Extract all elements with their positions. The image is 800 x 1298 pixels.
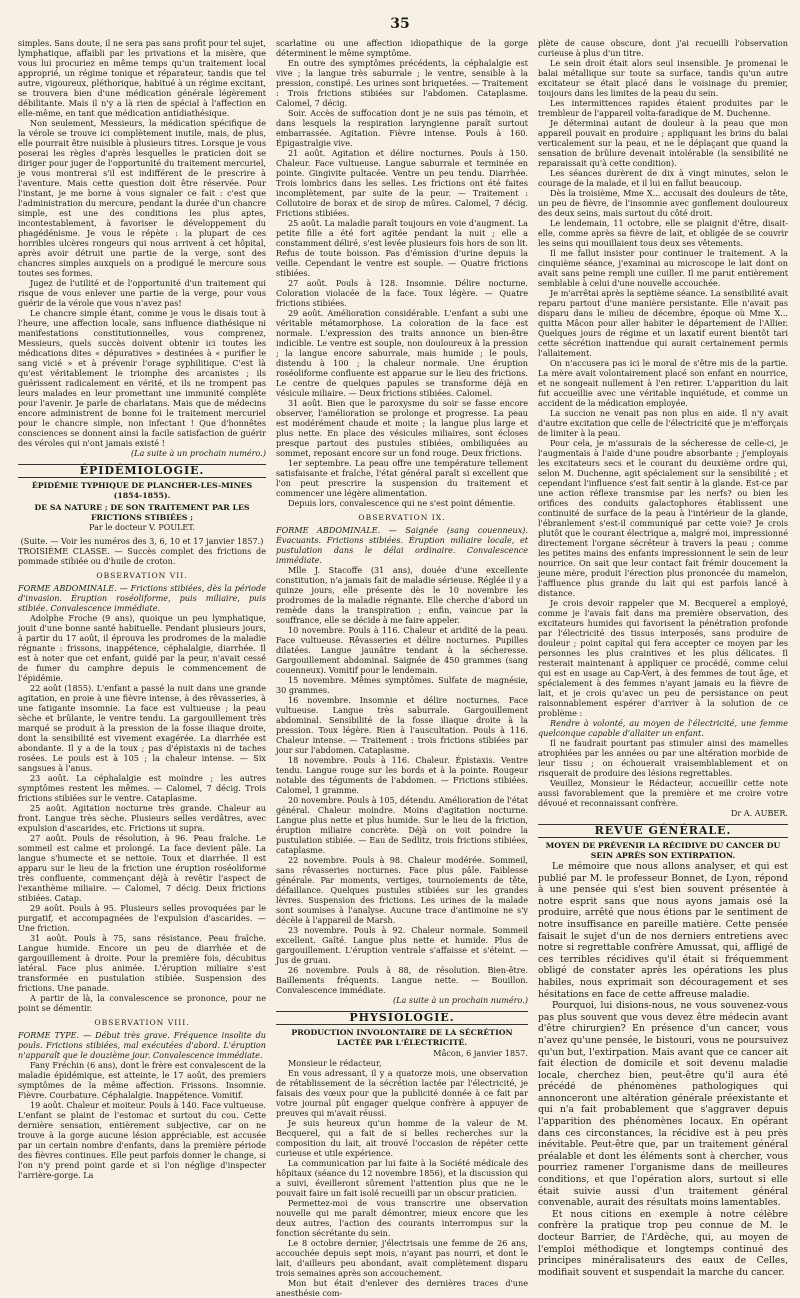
paragraph: 29 août. Pouls à 95. Plusieurs selles provoquées par le purgatif, et accompagnées de l'expulsion d'ascarides. — Une friction.: [18, 903, 266, 933]
paragraph: 23 novembre. Pouls à 92. Chaleur normale. Sommeil excellent. Gaîté. Langue plus nette et humide. Plus de gargouillement. L'éruption ventrale s'affaisse et s'éteint. — Jus de gruau.: [276, 925, 528, 965]
paragraph: La succion ne venait pas non plus en aide. Il n'y avait d'autre excitation que celle de l'électricité que je m'efforçais de limiter à la peau.: [538, 408, 788, 438]
paragraph: 18 novembre. Pouls à 116. Chaleur. Épistaxis. Ventre tendu. Langue rouge sur les bords et à la pointe. Rougeur notable des téguments de l'abdomen. — Frictions stibiées. Calomel, 1 gramme.: [276, 755, 528, 795]
paragraph: 15 novembre. Mêmes symptômes. Sulfate de magnésie, 30 grammes.: [276, 675, 528, 695]
article-title: MOYEN DE PRÉVENIR LA RÉCIDIVE DU CANCER DU SEIN APRÈS SON EXTIRPATION.: [545, 841, 781, 860]
paragraph: 26 novembre. Pouls à 88, de résolution. Bien-être. Baillements fréquents. Langue nette. — Bouillon. Convalescence immédiate.: [276, 965, 528, 995]
letter-signature: Dr A. AUBER.: [730, 808, 788, 818]
section-heading-physiologie: PHYSIOLOGIE.: [276, 1011, 528, 1025]
article-subtitle: DE SA NATURE ; DE SON TRAITEMENT PAR LES FRICTIONS STIBIÉES ;: [34, 503, 250, 522]
article-title: ÉPIDÉMIE TYPHIQUE DE PLANCHER-LES-MINES (1854-1855).: [31, 481, 253, 500]
observation-title: OBSERVATION VII.: [96, 571, 188, 580]
paragraph: 19 août. Chaleur et moiteur. Pouls à 140. Face vultueuse. L'enfant se plaint de l'estomac et surtout du cou. Cette dernière sensation, entièrement subjective, car on ne trouve à la gorge aucune lésion appréciable, est accusée par un certain nombre d'enfants, dans la première période des fièvres continues. Elle peut parfois donner le change, si l'on n'y prend point garde et si l'on néglige d'inspecter l'arrière-gorge. La: [18, 1100, 266, 1180]
paragraph: 22 novembre. Pouls à 98. Chaleur modérée. Sommeil, sans rêvasseries nocturnes. Face plus pâle. Faiblesse générale. Par moments, vertiges, tournoiements de tête, défaillance. Quelques pustules stibiées sur les grandes lèvres. Suspension des frictions. Les urines de la malade sont soumises à l'analyse. Aucune trace d'antimoine ne s'y décèle à l'appareil de Marsh.: [276, 855, 528, 925]
letter-dateline: Mâcon, 6 janvier 1857.: [433, 1048, 528, 1058]
paragraph: Le lendemain, 11 octobre, elle se plaignit d'être, disait-elle, comme après sa fièvre de lait, et obligée de se couvrir les seins qui mouillaient tous deux ses vêtements.: [538, 218, 788, 248]
observation-intro: FORME ABDOMINALE. — Saignée (sang couenneux). Évacuants. Frictions stibiées. Éruption miliaire locale, et pustulation dans le délai ordinaire. Convalescence immédiate.: [276, 525, 528, 565]
paragraph: Je suis heureux qu'un homme de la valeur de M. Becquerel, qui a fait de si belles recherches sur la composition du lait, ait trouvé l'occasion de répéter cette curieuse et utile expérience.: [276, 1118, 528, 1158]
paragraph: 22 août (1855). L'enfant a passé la nuit dans une grande agitation, en proie à une fièvre intense, à des rêvasseries, à une fatigante insomnie. La face est vultueuse ; la peau sèche et brûlante, le ventre tendu. La gargouillement très marqué se produit à la pression de la fosse iliaque droite, dont la sensibilité est vivement exagérée. La diarrhée est abondante. Il y a de la toux ; pas d'épistaxis ni de taches rosées. Le pouls est à 105 ; la chaleur intense. — Six sangsues à l'anus.: [18, 683, 266, 773]
paragraph: Mon but était d'enlever des dernières traces d'une anesthésie com-: [276, 1278, 528, 1298]
continuation-note: (La suite à un prochain numéro.): [131, 448, 266, 458]
observation-title: OBSERVATION VIII.: [94, 1018, 190, 1027]
paragraph: 29 août. Amélioration considérable. L'enfant a subi une véritable métamorphose. La coloration de la face est normale. L'expression des traits annonce un bien-être indicible. Le ventre est souple, non douloureux à la pression ; la langue encore saburrale, mais humide ; le pouls, distendu à 100 ; la chaleur normale. Une éruption roséoliforme confluente est apparue sur le lieu des frictions. Le centre de quelques papules se transforme déjà en vésicule miliaire. — Deux frictions stibiées. Calomel.: [276, 308, 528, 398]
column-2: [276, 38, 528, 1298]
paragraph: On n'accusera pas ici le moral de s'être mis de la partie. La mère avait volontairement placé son enfant en nourrice, et ne songeait nullement à l'en retirer. L'apparition du lait fut accueillie avec une véritable inquiétude, et comme un accident de la médication employée.: [538, 358, 788, 408]
continuation-note: (La suite à un prochain numéro.): [393, 995, 528, 1005]
letter-salutation: Monsieur le rédacteur,: [288, 1058, 382, 1068]
paragraph: En outre des symptômes précédents, la céphalalgie est vive ; la langue très saburrale ; le ventre, sensible à la pression, constipé. Les urines sont briquetées. — Traitement : Trois frictions stibiées sur l'abdomen. Cataplasme. Calomel, 7 décig.: [276, 58, 528, 108]
paragraph: scarlatine ou une affection idiopathique de la gorge déterminent le même symptôme.: [276, 38, 528, 58]
paragraph: 31 août. Pouls à 75, sans résistance. Peau fraîche. Langue humide. Encore un peu de diarrhée et de gargouillement à droite. Pour la première fois, décubitus latéral. Face plus animée. L'éruption miliaire s'est transformée en pustulation stibiée. Suspension des frictions. Une panade.: [18, 933, 266, 993]
paragraph: Depuis lors, convalescence qui ne s'est point démentie.: [288, 498, 516, 508]
paragraph: Mlle J. Stacoffe (31 ans), douée d'une excellente constitution, n'a jamais fait de maladie sérieuse. Réglée il y a quinze jours, elle présente dès le 10 novembre les prodromes de la maladie régnante. Elle cherche d'abord un remède dans la transpiration ; enfin, vaincue par la souffrance, elle se décide à me faire appeler.: [276, 565, 528, 625]
observation-intro: FORME ABDOMINALE. — Frictions stibiées, dès la période d'invasion. Éruption roséoliforme, puis miliaire, puis stibiée. Convalescence immédiate.: [18, 583, 266, 613]
observation-intro: FORME TYPE. — Début très grave. Fréquence insolite du pouls. Frictions stibiées, mal exécutées d'abord. L'éruption n'apparaît que le douzième jour. Convalescence immédiate.: [18, 1030, 266, 1060]
paragraph: Les séances durèrent de dix à vingt minutes, selon le courage de la malade, et il lui en fallut beaucoup.: [538, 168, 788, 188]
paragraph: 20 novembre. Pouls à 105, détendu. Amélioration de l'état général. Chaleur moindre. Moins d'agitation nocturne. Langue plus nette et plus humide. Sur le lieu de la friction, éruption miliaire concrète. Déjà on voit poindre la pustulation stibiée. — Eau de Sedlitz, trois frictions stibiées, cataplasme.: [276, 795, 528, 855]
section-heading-epidemiologie: ÉPIDÉMIOLOGIE.: [18, 464, 266, 478]
paragraph: Adolphe Froche (9 ans), quoique un peu lymphatique, jouit d'une bonne santé habituelle. Pendant plusieurs jours, à partir du 17 août, il éprouva les prodromes de la maladie régnante : frissons, inappétence, céphalalgie, diarrhée. Il est à noter que cet enfant, guidé par la peur, n'avait cessé de fumer du camphre depuis le commencement de l'épidémie.: [18, 613, 266, 683]
paragraph: Pourquoi, lui disions-nous, ne vous souvenez-vous pas plus souvent que vous devez être médecin avant d'être chirurgien? En présence d'un cancer, vous n'avez qu'une pensée, le bistouri, vous ne poursuivez qu'un but, l'extirpation. Mais avant que ce cancer ait fait élection de domicile et soit devenu maladie locale, cherchez bien, peut-être qu'il aura été précédé de phénomènes pathologiques qui annonceront une altération générale préexistante et qui n'a fait probablement que s'aggraver depuis l'apparition des phénomènes locaux. En opérant dans ces circonstances, la récidive est à peu près inévitable. Peut-être que, par un traitement général préalable et dont les éléments sont à chercher, vous pourriez ramener l'organisme dans de meilleures conditions, et que l'opération alors, surtout si elle était suivie aussi d'un traitement général convenable, aurait des résultats moins lamentables.: [538, 1000, 788, 1209]
column-3: [538, 38, 789, 1278]
paragraph: Pour cela, je m'assurais de la sécheresse de celle-ci, je l'augmentais à l'aide d'une poudre absorbante ; j'employais les excitateurs secs et le courant du deuxième ordre qui, selon M. Duchenne, agit spécialement sur la sensibilité ; et cependant l'influence s'est fait sentir à la glande. Est-ce par une action réflexe transmise par les nerfs? ou bien les orifices des conduits galactophores établissent une continuité de surface de la peau à l'intérieur de la glande, l'ébranlement s'est-il communiqué par cette voie? Je crois plutôt que le courant électrique a, malgré moi, impressionné directement l'organe sécréteur à travers la peau ; comme les petites mains des enfants impressionnent le sein de leur nourrice. On sait que leur contact fait frémir doucement la jeune mère, produit l'érection plus prononcée du mamelon, l'affluence plus grande du lait qui est parfois lancé à distance.: [538, 438, 789, 598]
paragraph: Je crois devoir rappeler que M. Becquerel a employé, comme je l'avais fait dans ma première observation, des excitateurs humides qui favorisent la pénétration profonde par l'électricité des tissus interposés, sans produire de douleur ; point capital qui fera accepter ce moyen par les personnes les plus craintives et les plus délicates. Il resterait maintenant à appliquer ce procédé, comme celui qui est en usage au Cap-Vert, à des femmes de tout âge, et spécialement à des femmes n'ayant jamais eu la fièvre de lait, et je crois qu'avec un peu de persistance on peut raisonnablement espérer d'arriver à la solution de ce problème :: [538, 598, 788, 718]
paragraph: Non seulement, Messieurs, la médication spécifique de la vérole se trouve ici complètement inutile, mais, de plus, elle pourrait être nuisible à plusieurs titres. Lorsque je vous poserai les règles d'après lesquelles le praticien doit se diriger pour juger de l'opportunité du traitement mercuriel, je vous montrerai s'il est indifférent de le prescrire à l'aventure. Mais cette question doit être réservée. Pour l'instant, je me borne à vous signaler ce fait : c'est que l'administration du mercure, pendant la durée d'un chancre simple, est une des conditions les plus aptes, incontestablement, à favoriser le développement du phagédénisme. Je vous le répète : la plupart de ces horribles ulcères rongeurs qui nous arrivent à cet hôpital, après avoir détruit une partie de la verge, sont des chancres simples auxquels on a prodigué le mercure sous toutes ses formes.: [18, 118, 266, 278]
paragraph: Rendre à volonté, au moyen de l'électricité, une femme quelconque capable d'allaiter un enfant.: [538, 718, 788, 738]
paragraph: Je m'arrêtai après la septième séance. La sensibilité avait reparu partout d'une manière persistante. Elle n'avait pas disparu dans le milieu de décembre, époque où Mme X... quitta Mâcon pour aller habiter le département de l'Allier. Quelques jours de régime et un laxatif eurent bientôt tari cette sécrétion inattendue qui aurait certainement permis l'allaitement.: [538, 288, 788, 358]
paragraph: Dès la troisième, Mme X... accusait des douleurs de tête, un peu de fièvre, de l'insomnie avec gonflement douloureux des deux seins, mais surtout du côté droit.: [538, 188, 788, 218]
paragraph: Jugez de l'utilité et de l'opportunité d'un traitement qui risque de vous enlever une partie de la verge, pour vous guérir de la vérole que vous n'avez pas!: [18, 278, 266, 308]
paragraph: Fany Fréchin (6 ans), dont le frère est convalescent de la maladie épidémique, est atteinte, le 17 août, des premiers symptômes de la même affection. Frissons. Insomnie. Fièvre. Courbature. Céphalalgie. Inappétence. Vomitif.: [18, 1060, 266, 1100]
article-byline: Par le docteur V. POULET.: [89, 523, 195, 532]
page-number: 35: [390, 16, 410, 32]
section-heading-revue-generale: REVUE GÉNÉRALE.: [538, 824, 788, 838]
paragraph: 23 août. La céphalalgie est moindre ; les autres symptômes restent les mêmes. — Calomel, 7 décig. Trois frictions stibiées sur le ventre. Cataplasme.: [18, 773, 266, 803]
paragraph: Permettez-moi de vous transcrire une observation nouvelle qui me paraît démontrer, mieux encore que les deux autres, l'action des courants interrompus sur la fonction sécrétante du sein.: [276, 1198, 528, 1238]
paragraph: simples. Sans doute, il ne sera pas sans profit pour tel sujet, lymphatique, affaibli par les privations et la misère, que vous lui procuriez en même temps qu'un traitement local approprié, un régime tonique et réparateur, tandis que tel autre, vigoureux, pléthorique, habitué à un régime excitant, se trouvera bien d'une médication générale légèrement débilitante. Mais il n'y a là rien de spécial à l'affection en elle-même, en tant que médication antidiathésique.: [18, 38, 266, 118]
paragraph: 1er septembre. La peau offre une température tellement satisfaisante et fraîche, l'état général paraît si excellent que l'on peut prescrire la suspension du traitement et commencer une légère alimentation.: [276, 458, 528, 498]
paragraph: Les intermittences rapides étaient produites par le trembleur de l'appareil volta-faradique de M. Duchenne.: [538, 98, 788, 118]
paragraph: 16 novembre. Insomnie et délire nocturnes. Face vultueuse. Langue très saburrale. Gargouillement abdominal. Sensibilité de la fosse iliaque droite à la pression. Toux légère. Rien à l'auscultation. Pouls à 116. Chaleur intense. — Traitement : trois frictions stibiées par jour sur l'abdomen. Cataplasme.: [276, 695, 528, 755]
paragraph: Veuillez, Monsieur le Rédacteur, accueillir cette note aussi favorablement que la première et me croire votre dévoué et reconnaissant confrère.: [538, 778, 788, 808]
revue-body: [538, 861, 788, 1278]
paragraph: La communication par lui faite à la Société médicale des hôpitaux (séance du 12 novembre 1856), et la discussion qui a suivi, éveilleront sûrement l'attention plus que ne le pouvait faire un fait isolé recueilli par un obscur praticien.: [276, 1158, 528, 1198]
paragraph: 27 août. Pouls à 128. Insomnie. Délire nocturne. Coloration violacée de la face. Toux légère. — Quatre frictions stibiées.: [276, 278, 528, 308]
article-suite-note: (Suite. — Voir les numéros des 3, 6, 10 et 17 janvier 1857.): [20, 536, 264, 546]
paragraph: Le sein droit était alors seul insensible. Je promenai le balai métallique sur toute sa surface, tandis qu'un autre excitateur se était placé dans le voisinage du premier, toujours dans les limites de la peau du sein.: [538, 58, 788, 98]
paragraph: Le mémoire que nous allons analyser, et qui est publié par M. le professeur Bonnet, de Lyon, répond à une pensée qui s'est bien souvent présentée à notre esprit sans que nous ayons jamais osé la produire, arrêté que nous étions par le sentiment de notre insuffisance en pareille matière. Cette pensée faisait le sujet d'un de nos derniers entretiens avec notre si regrettable confrère Amussat, qui, affligé de ces terribles récidives qu'il était si fréquemment obligé de constater après les opérations les plus habiles, nous exprimait son découragement et ses hésitations en face de cette affreuse maladie.: [538, 861, 788, 1000]
paragraph: 25 août. Agitation nocturne très grande. Chaleur au front. Langue très sèche. Plusieurs selles verdâtres, avec expulsion d'ascarides, etc. Frictions ut supra.: [18, 803, 266, 833]
paragraph: En vous adressant, il y a quatorze mois, une observation de rétablissement de la sécrétion lactée par l'électricité, je faisais des vœux pour que la publicité donnée à ce fait par votre journal pût engager quelque confrère à appuyer de preuves qui m'avait réussi.: [276, 1068, 528, 1118]
article-title: PRODUCTION INVOLONTAIRE DE LA SÉCRÉTION LACTÉE PAR L'ÉLECTRICITÉ.: [291, 1028, 513, 1047]
paragraph: Il me fallut insister pour continuer le traitement. A la cinquième séance, j'examinai au microscope le lait dont on avait sans peine rempli une cuiller. Il me parut entièrement semblable à celui d'une nouvelle accouchée.: [538, 248, 788, 288]
paragraph: plète de cause obscure, dont j'ai recueilli l'observation curieuse à plus d'un titre.: [538, 38, 788, 58]
paragraph: Le 8 octobre dernier, j'électrisais une femme de 26 ans, accouchée depuis sept mois, n'ayant pas nourri, et dont le lait, d'ailleurs peu abondant, avait complètement disparu trois semaines après son accouchement.: [276, 1238, 528, 1278]
paragraph: Il ne faudrait pourtant pas stimuler ainsi des mamelles atrophiées par les années ou par une altération morbide de leur tissu ; on échouerait vraisemblablement et on risquerait de produire des lésions regrettables.: [538, 738, 788, 778]
paragraph: A partir de là, la convalescence se prononce, pour ne point se démentir.: [18, 993, 266, 1013]
paragraph: Et nous citions en exemple à notre célèbre confrère la pratique trop peu connue de M. le docteur Barrier, de l'Ardèche, qui, au moyen de l'emploi méthodique et longtemps continué des principes minéralisateurs des eaux de Celles, modifiait souvent et suspendait la marche du cancer.: [538, 1208, 788, 1278]
class-heading: TROISIÈME CLASSE. — Succès complet des frictions de pommade stibiée ou d'huile de croton.: [18, 546, 266, 566]
column-1: [18, 38, 266, 1180]
paragraph: 27 août. Pouls de résolution, à 96. Peau fraîche. Le sommeil est calme et prolongé. La face devient pâle. La langue s'humecte et se nettoie. Toux et diarrhée. Il est apparu sur le lieu de la friction une éruption roséoliforme très confluente, commençant déjà à revêtir l'aspect de l'exanthème miliaire. — Calomel, 7 décig. Deux frictions stibiées. Catap.: [18, 833, 266, 903]
paragraph: 31 août. Bien que le paroxysme du soir se fasse encore observer, l'amélioration se prolonge et progresse. La peau est modérément chaude et moite ; la langue plus large et plus nette. En place des vésicules miliaires, sont écloses presque partout des pustules stibiées, ombiliquées au sommet, reposant encore sur un fond rouge. Deux frictions.: [276, 398, 528, 458]
paragraph: 10 novembre. Pouls à 116. Chaleur et aridité de la peau. Face vultueuse. Rêvasseries et délire nocturnes. Pupilles dilatées. Langue jaunâtre tendant à la sécheresse. Gargouillement abdominal. Saignée de 450 grammes (sang couenneux). Vomitif pour le lendemain.: [276, 625, 528, 675]
observation-title: OBSERVATION IX.: [358, 513, 446, 522]
paragraph: Soir. Accès de suffocation dont je ne suis pas témoin, et dans lesquels la respiration laryngienne paraît surtout embarrassée. Agitation. Fièvre intense. Pouls à 160. Épigastralgie vive.: [276, 108, 528, 148]
paragraph: Le chancre simple étant, comme je vous le disais tout à l'heure, une affection locale, sans influence diathésique ni manifestations constitutionnelles, vous comprenez, Messieurs, quels succès doivent obtenir ici toutes les médications dites « dépuratives » destinées à « purifier le sang vicié » et à prévenir l'orage syphilitique. C'est là qu'est véritablement le triomphe des arcanistes ; ils guérissent radicalement en vérité, et ils ne trompent pas leurs malades en leur promettant une immunité complète pour l'avenir. Je parle de charlatans. Mais que de médecins encore administrent de bonne foi le traitement mercuriel pour le chancre simple, non infectant ! Que d'honnêtes consciences se donnent ainsi la facile satisfaction de guérir des véroles qui n'ont jamais existé !: [18, 308, 266, 448]
paragraph: 25 août. La maladie paraît toujours en voie d'augment. La petite fille a été fort agitée pendant la nuit ; elle a constamment déliré, s'est levée plusieurs fois hors de son lit. Refus de toute boisson. Pas d'émission d'urine depuis la veille. Cependant le ventre est souple. — Quatre frictions stibiées.: [276, 218, 528, 278]
paragraph: Je déterminai autant de douleur à la peau que mon appareil pouvait en produire ; appliquant les brins du balai verticalement sur la peau, et ne le déplaçant que quand la sensation de brûlure devenait intolérable (la sensibilité ne reparaissait qu'à cette condition).: [538, 118, 788, 168]
paragraph: 21 août. Agitation et délire nocturnes. Pouls à 150. Chaleur. Face vultueuse. Langue saburrale et terminée en pointe. Gingivite pultacée. Ventre un peu tendu. Diarrhée. Trois lombrics dans les selles. Les frictions ont été faites incomplètement, par suite de la peur. — Traitement : Collutoire de borax et de sirop de mûres. Calomel, 7 décig. Frictions stibiées.: [276, 148, 528, 218]
